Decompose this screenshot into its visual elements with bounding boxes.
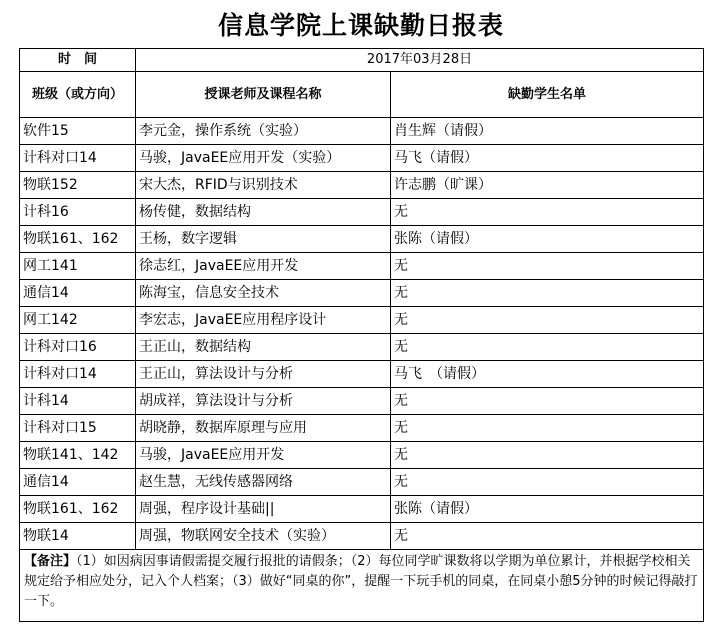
teacher-course-cell: 李宏志，JavaEE应用程序设计	[136, 307, 391, 334]
teacher-course-cell: 周强，程序设计基础||	[136, 496, 391, 523]
absent-students-cell: 无	[391, 415, 704, 442]
class-cell: 软件15	[20, 118, 136, 145]
teacher-course-cell: 王正山，数据结构	[136, 334, 391, 361]
table-row	[20, 199, 704, 226]
table-row	[20, 469, 704, 496]
note-cell	[20, 550, 704, 622]
table-row	[20, 118, 704, 145]
class-cell: 网工142	[20, 307, 136, 334]
header-teacher-course: 授课老师及课程名称	[136, 72, 391, 118]
teacher-course-cell: 杨传健，数据结构	[136, 199, 391, 226]
table-row	[20, 253, 704, 280]
teacher-course-cell: 胡晓静，数据库原理与应用	[136, 415, 391, 442]
class-cell: 计科14	[20, 388, 136, 415]
absent-students-cell: 马飞 （请假）	[391, 361, 704, 388]
teacher-course-cell: 马骏，JavaEE应用开发（实验）	[136, 145, 391, 172]
class-cell: 物联152	[20, 172, 136, 199]
class-cell: 计科对口16	[20, 334, 136, 361]
table-row	[20, 361, 704, 388]
table-row	[20, 172, 704, 199]
absent-students-cell: 张陈（请假）	[391, 226, 704, 253]
table-row	[20, 307, 704, 334]
class-cell: 物联161、162	[20, 496, 136, 523]
table-row	[20, 523, 704, 550]
teacher-course-cell: 马骏，JavaEE应用开发	[136, 442, 391, 469]
teacher-course-cell: 王正山，算法设计与分析	[136, 361, 391, 388]
table-row	[20, 442, 704, 469]
class-cell: 物联14	[20, 523, 136, 550]
note-row	[20, 550, 704, 622]
table-row	[20, 280, 704, 307]
note-text: （1）如因病因事请假需提交履行报批的请假条；（2）每位同学旷课数将以学期为单位累计，并根据学校相关规定给予相应处分，记入个人档案；（3）做好“同桌的你”，提醒一下玩手机的同桌，在同桌小憩5分钟的时候记得敲打一下。	[24, 554, 698, 609]
class-cell: 计科对口14	[20, 361, 136, 388]
absent-students-cell: 无	[391, 388, 704, 415]
header-class: 班级（或方向）	[20, 72, 136, 118]
absent-students-cell: 马飞（请假）	[391, 145, 704, 172]
table-row	[20, 145, 704, 172]
teacher-course-cell: 王杨，数字逻辑	[136, 226, 391, 253]
header-absent-students: 缺勤学生名单	[391, 72, 704, 118]
absent-students-cell: 无	[391, 253, 704, 280]
absent-students-cell: 许志鹏（旷课）	[391, 172, 704, 199]
teacher-course-cell: 赵生慧，无线传感器网络	[136, 469, 391, 496]
teacher-course-cell: 宋大杰，RFID与识别技术	[136, 172, 391, 199]
absent-students-cell: 张陈（请假）	[391, 496, 704, 523]
absent-students-cell: 肖生辉（请假）	[391, 118, 704, 145]
table-row	[20, 496, 704, 523]
report-title: 信息学院上课缺勤日报表	[217, 11, 504, 40]
class-cell: 计科对口15	[20, 415, 136, 442]
absent-students-cell: 无	[391, 334, 704, 361]
header-row	[20, 72, 704, 118]
table-row	[20, 415, 704, 442]
teacher-course-cell: 徐志红，JavaEE应用开发	[136, 253, 391, 280]
table-row	[20, 388, 704, 415]
time-row	[20, 49, 704, 72]
class-cell: 计科16	[20, 199, 136, 226]
teacher-course-cell: 陈海宝，信息安全技术	[136, 280, 391, 307]
absent-students-cell: 无	[391, 469, 704, 496]
class-cell: 物联161、162	[20, 226, 136, 253]
class-cell: 通信14	[20, 280, 136, 307]
absence-table	[19, 48, 704, 622]
class-cell: 通信14	[20, 469, 136, 496]
teacher-course-cell: 周强，物联网安全技术（实验）	[136, 523, 391, 550]
time-label: 时 间	[20, 49, 136, 72]
absent-students-cell: 无	[391, 199, 704, 226]
class-cell: 物联141、142	[20, 442, 136, 469]
report-date: 2017年03月28日	[136, 49, 704, 72]
teacher-course-cell: 胡成祥，算法设计与分析	[136, 388, 391, 415]
teacher-course-cell: 李元金，操作系统（实验）	[136, 118, 391, 145]
note-label: 【备注】	[24, 554, 77, 569]
absent-students-cell: 无	[391, 307, 704, 334]
table-row	[20, 226, 704, 253]
class-cell: 计科对口14	[20, 145, 136, 172]
absent-students-cell: 无	[391, 442, 704, 469]
table-row	[20, 334, 704, 361]
class-cell: 网工141	[20, 253, 136, 280]
absent-students-cell: 无	[391, 523, 704, 550]
absent-students-cell: 无	[391, 280, 704, 307]
